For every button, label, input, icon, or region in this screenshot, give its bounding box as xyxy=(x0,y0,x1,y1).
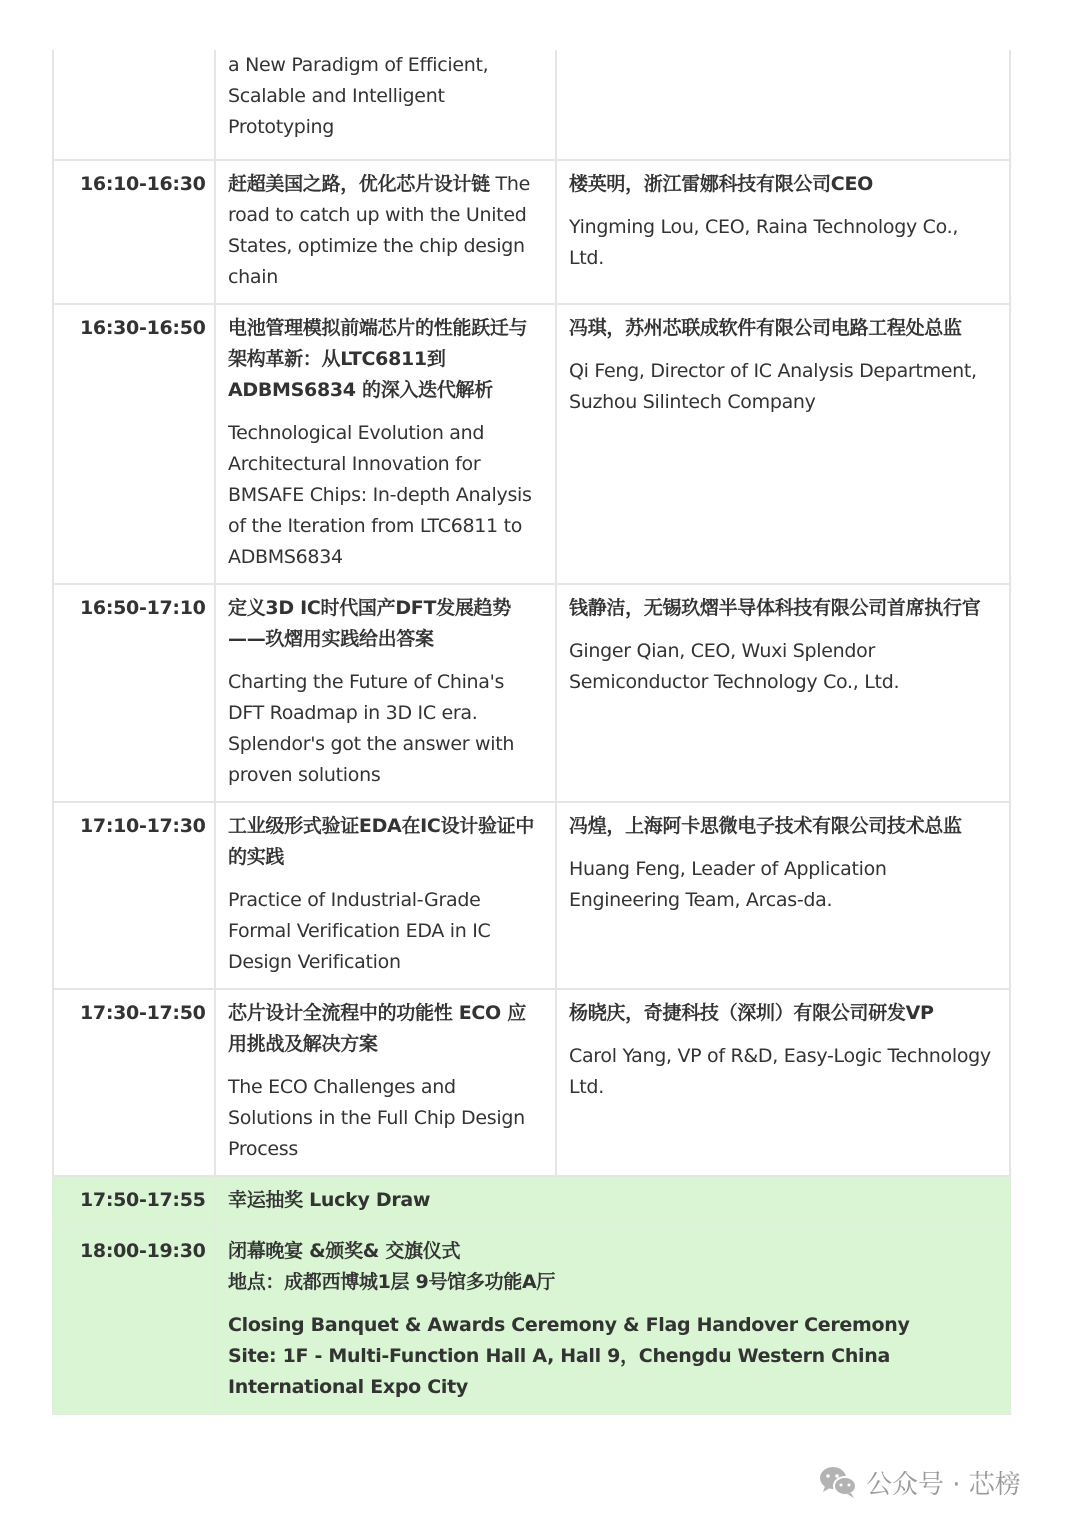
lucky-draw-row xyxy=(53,1176,1010,1227)
closing-row xyxy=(53,1227,1010,1414)
topic-chinese: 芯片设计全流程中的功能性 ECO 应用挑战及解决方案 xyxy=(228,1002,526,1055)
agenda-table xyxy=(52,50,1011,1415)
topic-english: Technological Evolution and Architectural Innovation for BMSAFE Chips: In-depth Analysis of the Iteration from LTC6811 to ADBMS6834 xyxy=(228,422,532,568)
session-speaker xyxy=(556,802,1010,989)
closing-time: 18:00-19:30 xyxy=(53,1227,215,1414)
session-speaker xyxy=(556,160,1010,304)
session-time xyxy=(53,50,215,160)
lucky-draw-english: Lucky Draw xyxy=(302,1189,431,1211)
topic-english: Practice of Industrial-Grade Formal Verification EDA in IC Design Verification xyxy=(228,889,491,973)
session-time: 16:50-17:10 xyxy=(53,584,215,802)
speaker-chinese: 冯琪，苏州芯联成软件有限公司电路工程处总监 xyxy=(569,317,962,339)
topic-english: The ECO Challenges and Solutions in the Full Chip Design Process xyxy=(228,1076,525,1160)
lucky-draw-label xyxy=(215,1176,1010,1227)
closing-site-english: Site: 1F - Multi-Function Hall A, Hall 9，Chengdu Western China International Expo City xyxy=(228,1345,891,1398)
session-speaker xyxy=(556,50,1010,160)
agenda-row xyxy=(53,304,1010,584)
session-time: 17:30-17:50 xyxy=(53,989,215,1176)
session-topic xyxy=(215,802,556,989)
topic-chinese: 电池管理模拟前端芯片的性能跃迁与架构革新：从LTC6811到ADBMS6834 的深入迭代解析 xyxy=(228,317,528,401)
topic-english: The road to catch up with the United States, optimize the chip design chain xyxy=(228,173,530,288)
speaker-chinese: 杨晓庆，奇捷科技（深圳）有限公司研发VP xyxy=(569,1002,934,1024)
session-topic xyxy=(215,160,556,304)
speaker-english: Qi Feng, Director of IC Analysis Department, Suzhou Silintech Company xyxy=(569,360,977,413)
session-time: 16:10-16:30 xyxy=(53,160,215,304)
topic-chinese: 赶超美国之路，优化芯片设计链 xyxy=(228,173,490,195)
agenda-row xyxy=(53,160,1010,304)
speaker-english: Ginger Qian, CEO, Wuxi Splendor Semiconductor Technology Co., Ltd. xyxy=(569,640,900,693)
agenda-row xyxy=(53,989,1010,1176)
session-topic xyxy=(215,50,556,160)
watermark-text: 公众号 · 芯榜 xyxy=(866,1469,1021,1500)
wechat-icon xyxy=(818,1464,858,1500)
session-time: 16:30-16:50 xyxy=(53,304,215,584)
session-speaker xyxy=(556,304,1010,584)
topic-chinese: 定义3D IC时代国产DFT发展趋势——玖熠用实践给出答案 xyxy=(228,597,511,650)
speaker-english: Carol Yang, VP of R&D, Easy-Logic Technology Ltd. xyxy=(569,1045,991,1098)
speaker-chinese: 楼英明，浙江雷娜科技有限公司CEO xyxy=(569,173,873,195)
topic-english: a New Paradigm of Efficient, Scalable and Intelligent Prototyping xyxy=(228,54,489,138)
closing-details xyxy=(215,1227,1010,1414)
closing-title-chinese: 闭幕晚宴 &颁奖& 交旗仪式 xyxy=(228,1240,461,1262)
lucky-draw-chinese: 幸运抽奖 xyxy=(228,1189,303,1211)
closing-title-english: Closing Banquet & Awards Ceremony & Flag Handover Ceremony xyxy=(228,1314,910,1336)
closing-site-chinese: 地点：成都西博城1层 9号馆多功能A厅 xyxy=(228,1271,556,1293)
session-topic xyxy=(215,584,556,802)
topic-english: Charting the Future of China's DFT Roadmap in 3D IC era. Splendor's got the answer with proven solutions xyxy=(228,671,515,786)
session-topic xyxy=(215,989,556,1176)
speaker-english: Yingming Lou, CEO, Raina Technology Co., Ltd. xyxy=(569,216,959,269)
agenda-row xyxy=(53,802,1010,989)
speaker-chinese: 冯煌，上海阿卡思微电子技术有限公司技术总监 xyxy=(569,815,962,837)
session-time: 17:10-17:30 xyxy=(53,802,215,989)
speaker-chinese: 钱静洁，无锡玖熠半导体科技有限公司首席执行官 xyxy=(569,597,981,619)
watermark xyxy=(818,1462,1021,1502)
agenda-row xyxy=(53,50,1010,160)
session-speaker xyxy=(556,584,1010,802)
session-topic xyxy=(215,304,556,584)
speaker-english: Huang Feng, Leader of Application Engineering Team, Arcas-da. xyxy=(569,858,887,911)
agenda-row xyxy=(53,584,1010,802)
lucky-draw-time: 17:50-17:55 xyxy=(53,1176,215,1227)
session-speaker xyxy=(556,989,1010,1176)
topic-chinese: 工业级形式验证EDA在IC设计验证中的实践 xyxy=(228,815,535,868)
